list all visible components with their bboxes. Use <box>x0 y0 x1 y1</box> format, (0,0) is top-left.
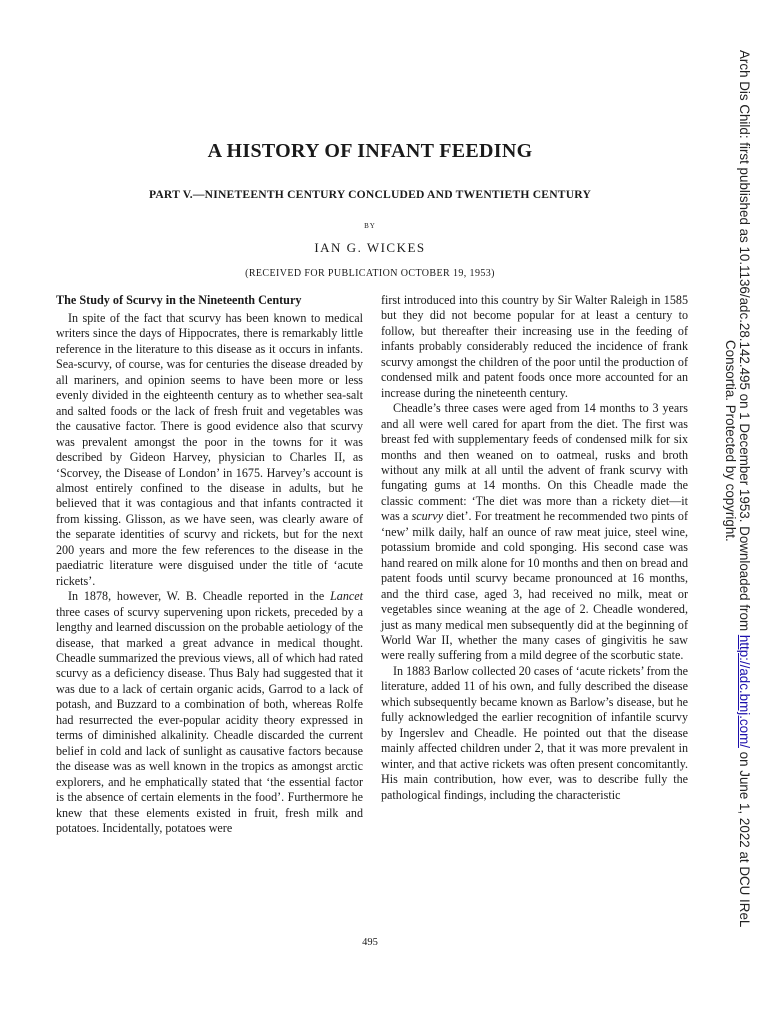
left-column <box>56 293 363 836</box>
text-run: In 1878, however, W. B. Cheadle reported in the <box>68 589 331 604</box>
emphasis-text: scurvy <box>411 509 444 524</box>
paragraph: In spite of the fact that scurvy has been known to medical writers since the days of Hippocrates, there is remarkably little reference in the literature to this disease as it occurs in infants. Sea-scurvy, of course, was for centuries the disease dreaded by all mariners, and opinion seems to have been more or less evenly divided in the eighteenth century as to whether sea-salt and salted foods or the lack of fresh fruit and vegetables was the causative factor. There is good evidence also that scurvy was prevalent amongst the poor in the towns for it was described by Gideon Harvey, physician to Charles II, as ‘Scorvey, the Disease of London’ in 1675. Harvey’s account is almost entirely confined to the disease in adults, but he believed that it was contagious and that infants contracted it from kissing. Glisson, as we have seen, was clearly aware of the separate identities of scurvy and rickets, but for the next 200 years and more the few references to the disease in the paediatric literature were disguised under the title of ‘acute rickets’. <box>56 311 363 588</box>
side-copyright-note <box>723 50 768 1024</box>
paragraph <box>381 401 688 664</box>
side-note-line-2: Consortia. Protected by copyright. <box>723 340 738 542</box>
right-column <box>381 293 688 803</box>
text-run: Cheadle’s three cases were aged from 14 months to 3 years and all were well cared for apart from the diet. The first was breast fed with supplementary feeds of condensed milk for six months and then weaned on to oatmeal, rusks and broth without any milk at all until the advent of frank scurvy with fungating gums at 14 months. On this Cheadle made the classic comment: ‘The diet was more than a rickety diet—it was a <box>381 401 688 524</box>
text-run: diet’. For treatment he recommended two pints of ‘new’ milk daily, half an ounce of raw meat juice, steel wine, potassium bromide and cold sponging. His second case was hand reared on milk alone for 10 months and then on bread and patent foods until scurvy became pronounced at 16 months, and the third case, aged 3, had received no milk, meat or vegetables since weaning at the age of 2. Cheadle wondered, just as many medical men subsequently did at the beginning of World War II, whether the many cases of gingivitis he saw were really suffering from a mild degree of the scorbutic state. <box>381 509 688 663</box>
journal-link[interactable]: http://adc.bmj.com/ <box>737 634 752 748</box>
text-run: three cases of scurvy supervening upon rickets, preceded by a lengthy and learned discussion on the probable aetiology of the disease, that marked a great advance in medical thought. Cheadle summarized the previous views, all of which had rated scurvy as a deficiency disease. Thus Baly had suggested that it was due to a lack of certain organic acids, Garrod to a lack of potash, and Buzzard to a combination of both, whereas Rolfe had resurrected the ever-popular acidity theory expressed in terms of diminished alkalinity. Cheadle discarded the current belief in cold and lack of sunlight as causative factors because the disease was as well known in the tropics as amongst arctic explorers, and he emphatically stated that ‘the essential factor is the absence of certain elements in the food’. Furthermore he knew that these elements existed in fruit, fresh milk and potatoes. Incidentally, potatoes were <box>56 604 363 835</box>
article-subtitle: PART V.—NINETEENTH CENTURY CONCLUDED AND TWENTIETH CENTURY <box>148 188 592 201</box>
paragraph: first introduced into this country by Sir Walter Raleigh in 1585 but they did not become popular for at least a century to follow, but thereafter their increasing use in the feeding of infants probably considerably reduced the incidence of frank scurvy amongst the children of the poor until the production of condensed milk and patent foods once more accounted for an increase during the nineteenth century. <box>381 293 688 400</box>
byline-label: BY <box>364 222 376 230</box>
paragraph <box>56 589 363 836</box>
section-heading: The Study of Scurvy in the Nineteenth Century <box>56 293 302 307</box>
paragraph: In 1883 Barlow collected 20 cases of ‘acute rickets’ from the literature, added 11 of his own, and fully described the disease which subsequently became known as Barlow’s disease, but he fully acknowledged the earlier recognition of infantile scurvy by Ingerslev and Cheadle. He pointed out that the disease mainly affected children under 2, that it was more prevalent in winter, and that active rickets was often present concomitantly. His main contribution, how ever, was to describe fully the pathological findings, including the characteristic <box>381 663 688 802</box>
side-note-line-1 <box>737 50 752 927</box>
text-run: on June 1, 2022 at DCU IReL <box>737 747 752 928</box>
page-number: 495 <box>362 937 378 948</box>
journal-name: Lancet <box>330 589 363 604</box>
text-run: Arch Dis Child: first published as 10.1136/adc.28.142.495 on 1 December 1953. Downloaded from <box>737 50 752 635</box>
author-name: IAN G. WICKES <box>314 240 426 255</box>
received-date: (RECEIVED FOR PUBLICATION OCTOBER 19, 1953) <box>245 268 495 279</box>
article-title: A HISTORY OF INFANT FEEDING <box>207 140 533 162</box>
